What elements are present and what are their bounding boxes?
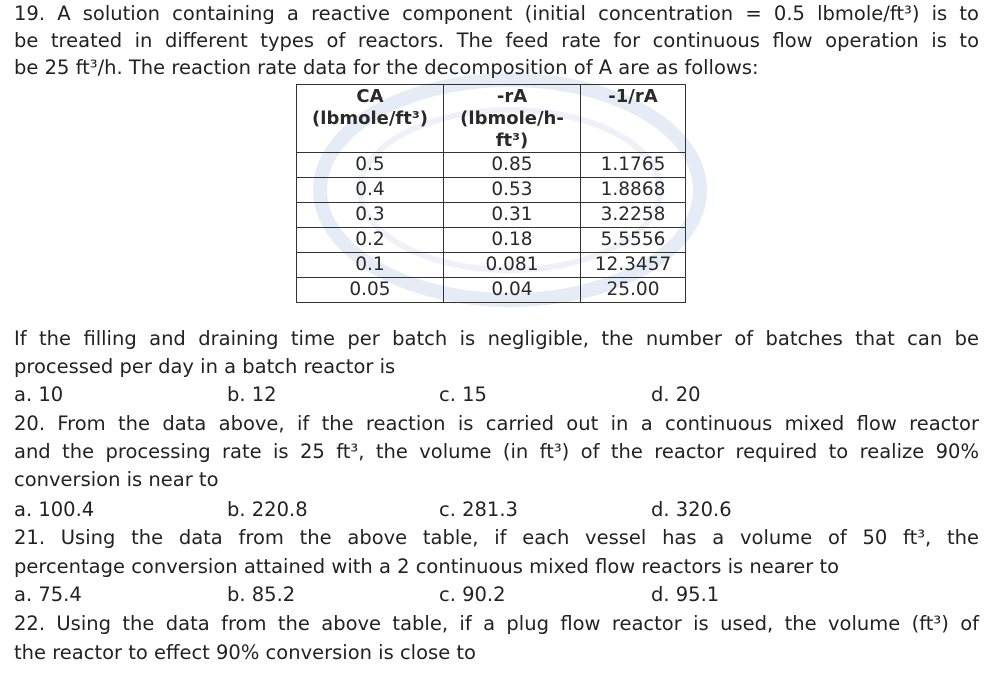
q19-option-c: c. 15 bbox=[439, 383, 487, 406]
cell-ca: 0.2 bbox=[297, 228, 444, 253]
cell-inv-ra: 25.00 bbox=[581, 278, 686, 303]
q19-line-1: 19. A solution containing a reactive component (initial concentration = 0.5 lbmole/ft³) is to bbox=[14, 2, 979, 25]
q21-options bbox=[14, 581, 979, 609]
table-row bbox=[297, 203, 686, 228]
header-ra-unit-1: (lbmole/h- bbox=[460, 108, 564, 129]
cell-inv-ra: 1.1765 bbox=[581, 153, 686, 178]
cell-ra: 0.04 bbox=[444, 278, 581, 303]
header-ra-unit-2: ft³) bbox=[495, 130, 529, 151]
cell-ra: 0.53 bbox=[444, 178, 581, 203]
q21-option-d: d. 95.1 bbox=[651, 583, 720, 606]
q20-option-d: d. 320.6 bbox=[651, 498, 732, 521]
q20-line-1: 20. From the data above, if the reaction is carried out in a continuous mixed flow reactor bbox=[14, 412, 979, 435]
table-row bbox=[297, 253, 686, 278]
q22-line-2: the reactor to effect 90% conversion is close to bbox=[14, 641, 476, 664]
header-ca-title: CA bbox=[356, 86, 384, 107]
header-ca bbox=[297, 85, 444, 153]
q22-line-1: 22. Using the data from the above table, if a plug flow reactor is used, the volume (ft³) of bbox=[14, 612, 979, 635]
cell-ra: 0.85 bbox=[444, 153, 581, 178]
q19-line-2: be treated in different types of reactors. The feed rate for continuous flow operation is to bbox=[14, 29, 979, 52]
cell-ra: 0.31 bbox=[444, 203, 581, 228]
cell-inv-ra: 3.2258 bbox=[581, 203, 686, 228]
reaction-rate-table bbox=[296, 84, 686, 303]
cell-ra: 0.18 bbox=[444, 228, 581, 253]
q20-option-a: a. 100.4 bbox=[14, 498, 95, 521]
q19-option-d: d. 20 bbox=[651, 383, 701, 406]
q20-options bbox=[14, 496, 979, 524]
cell-ca: 0.3 bbox=[297, 203, 444, 228]
table-row bbox=[297, 228, 686, 253]
q21-line-2: percentage conversion attained with a 2 continuous mixed flow reactors is nearer to bbox=[14, 555, 840, 578]
header-inv-ra-title: -1/rA bbox=[608, 86, 658, 107]
q21-option-a: a. 75.4 bbox=[14, 583, 82, 606]
header-ra-title: -rA bbox=[496, 86, 528, 107]
q21-option-c: c. 90.2 bbox=[439, 583, 506, 606]
q20-option-c: c. 281.3 bbox=[439, 498, 518, 521]
cell-ca: 0.5 bbox=[297, 153, 444, 178]
header-ca-unit: (lbmole/ft³) bbox=[312, 108, 428, 129]
q20-line-2: and the processing rate is 25 ft³, the volume (in ft³) of the reactor required to realize 90% bbox=[14, 440, 979, 463]
header-inv-ra bbox=[581, 85, 686, 153]
cell-inv-ra: 12.3457 bbox=[581, 253, 686, 278]
q20-option-b: b. 220.8 bbox=[227, 498, 308, 521]
q21-option-b: b. 85.2 bbox=[227, 583, 296, 606]
header-ra bbox=[444, 85, 581, 153]
table-row bbox=[297, 178, 686, 203]
cell-ca: 0.1 bbox=[297, 253, 444, 278]
cell-ca: 0.05 bbox=[297, 278, 444, 303]
cell-inv-ra: 1.8868 bbox=[581, 178, 686, 203]
table-header-row bbox=[297, 85, 686, 153]
q21-line-1: 21. Using the data from the above table, if each vessel has a volume of 50 ft³, the bbox=[14, 526, 979, 549]
q19-line-3: be 25 ft³/h. The reaction rate data for the decomposition of A are as follows: bbox=[14, 56, 759, 79]
cell-inv-ra: 5.5556 bbox=[581, 228, 686, 253]
cell-ca: 0.4 bbox=[297, 178, 444, 203]
table-row bbox=[297, 278, 686, 303]
q19-options bbox=[14, 381, 979, 409]
q19-option-b: b. 12 bbox=[227, 383, 277, 406]
q20-line-3: conversion is near to bbox=[14, 468, 219, 491]
table-row bbox=[297, 153, 686, 178]
q19-option-a: a. 10 bbox=[14, 383, 64, 406]
q19-line-4: If the filling and draining time per batch is negligible, the number of batches that can be bbox=[14, 327, 979, 350]
q19-line-5: processed per day in a batch reactor is bbox=[14, 355, 396, 378]
cell-ra: 0.081 bbox=[444, 253, 581, 278]
